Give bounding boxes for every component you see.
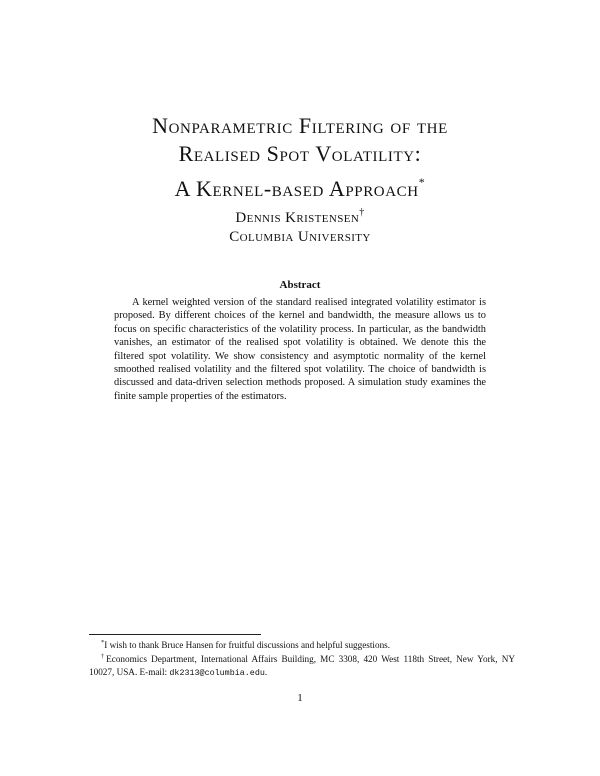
author-block <box>0 203 600 247</box>
footnotes <box>89 637 515 679</box>
footnote-2-end: . <box>264 666 268 677</box>
page-number: 1 <box>297 692 303 704</box>
paper-title <box>0 112 600 203</box>
footnote-2-marker: † <box>101 653 107 661</box>
title-line-3-text: A Kernel-based Approach <box>174 176 419 201</box>
title-line-2: Realised Spot Volatility: <box>178 141 422 166</box>
footnote-1-marker: * <box>101 639 105 646</box>
abstract-body: A kernel weighted version of the standard realised integrated volatility estimator is proposed. By different choices of the kernel and bandwidth, the measure allows us to focus on specific characteristics of the volatility process. In particular, as the bandwidth vanishes, an estimator of the realised spot volatility is obtained. We denote this the filtered spot volatility. We show consistency and asymptotic normality of the kernel smoothed realised volatility and the filtered spot volatility. The choice of bandwidth is discussed and data-driven selection methods proposed. A simulation study examines the finite sample properties of the estimators. <box>114 297 486 402</box>
footnote-1 <box>89 637 515 651</box>
footnote-1-text: I wish to thank Bruce Hansen for fruitful discussions and helpful suggestions. <box>104 640 391 650</box>
abstract-heading: Abstract <box>279 279 321 291</box>
footnote-2-text: Economics Department, International Affairs Building, MC 3308, 420 West 118th Street, New York, NY 10027, USA. E-mail: <box>89 654 515 677</box>
author-name: Dennis Kristensen <box>235 210 360 226</box>
title-line-1: Nonparametric Filtering of the <box>152 113 448 138</box>
footnote-email-link[interactable]: dk2313@columbia.edu <box>169 667 265 678</box>
author-name-line <box>0 203 600 228</box>
footnote-2 <box>89 651 515 679</box>
title-footnote-marker: * <box>418 175 426 189</box>
footnote-rule <box>89 634 261 635</box>
title-line-3 <box>0 168 600 203</box>
author-affiliation: Columbia University <box>229 229 371 245</box>
author-footnote-marker: † <box>359 207 365 218</box>
